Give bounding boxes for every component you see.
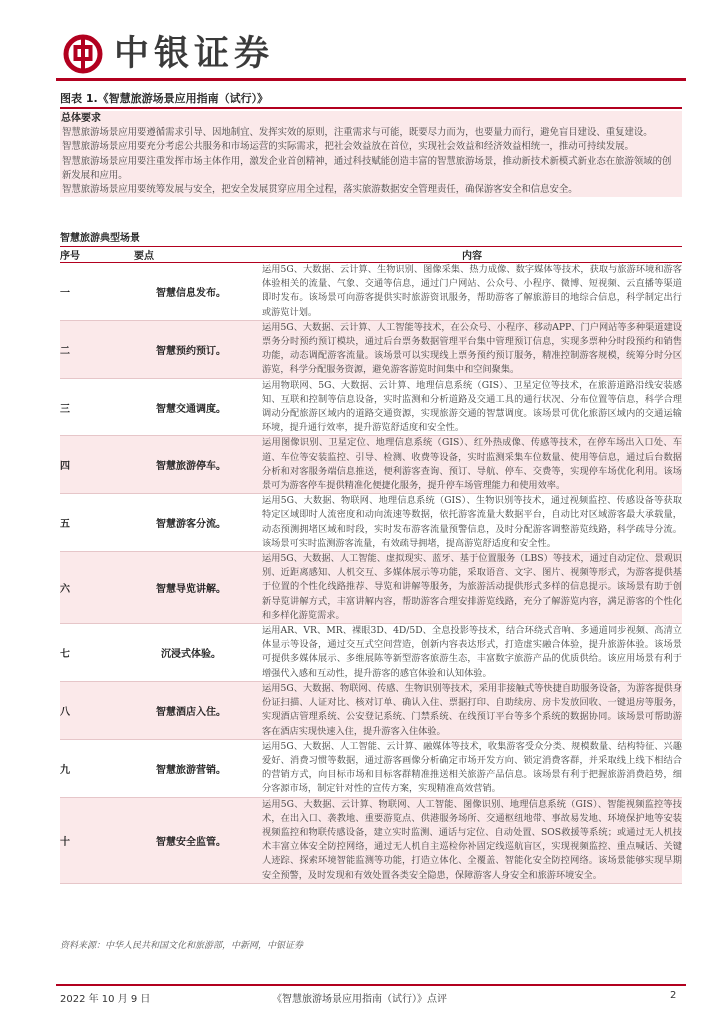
row-number: 一 <box>60 263 120 321</box>
table-row <box>60 378 682 436</box>
row-content: 运用5G、大数据、云计算、生物识别、图像采集、热力成像、数字媒体等技术，获取与旅游环境和游客体验相关的流量、气象、交通等信息，通过门户网站、公众号、小程序、微博、短视频、云直播等渠道即时发布。该场景可向游客提供实时旅游资讯服务，帮助游客了解旅游目的地综合信息，科学制定出行或游览计划。 <box>262 263 682 321</box>
requirements-section <box>60 111 682 197</box>
requirements-list <box>60 126 682 197</box>
row-point: 智慧交通调度。 <box>120 378 262 436</box>
row-point: 智慧预约预订。 <box>120 320 262 378</box>
bank-of-china-logo-icon <box>63 34 103 74</box>
requirement-item: 智慧旅游场景应用要遵循需求引导、因地制宜、发挥实效的原则，注重需求与可能，既要尽力而为，也要量力而行，避免盲目建设、重复建设。 <box>62 127 653 138</box>
table-header-row <box>60 247 682 263</box>
requirement-item: 智慧旅游场景应用要充分考虑公共服务和市场运营的实际需求，把社会效益放在首位，实现社会效益和经济效益相统一，推动可持续发展。 <box>62 141 634 153</box>
table-row <box>60 797 682 883</box>
row-point: 智慧旅游营销。 <box>120 739 262 797</box>
scenes-heading: 智慧旅游典型场景 <box>60 233 140 244</box>
header <box>56 30 688 80</box>
brand-name: 中银证券 <box>114 34 275 74</box>
header-divider <box>56 78 686 81</box>
column-header-point: 要点 <box>120 247 262 263</box>
figure-title-divider <box>60 107 682 109</box>
row-content: 运用图像识别、卫星定位、地理信息系统（GIS）、红外热成像、传感等技术，在停车场出入口处、车道、车位等安装监控、引导、检测、收费等设备，实时监测采集车位数量、使用等信息，通过后台数据分析和对客服务端信息推送，便利游客查询、预订、导航、停车、交费等，实现停车场优化利用。该场景可为游客停车提供精准化便捷化服务，提升停车场管理能力和使用效率。 <box>262 436 682 494</box>
requirements-heading: 总体要求 <box>60 111 682 126</box>
row-point: 沉浸式体验。 <box>120 624 262 682</box>
row-number: 五 <box>60 494 120 552</box>
row-content: 运用5G、大数据、物联网、地理信息系统（GIS）、生物识别等技术，通过视频监控、传感设备等获取特定区域即时人流密度和动向流速等数据，依托游客流量大数据平台，自动比对区域游客最大承载量，动态预测拥堵区域和时段，实时发布游客流量预警信息，及时分配游客调整游览线路，科学疏导分流。该场景可实时监测游客流量，有效疏导拥堵，提高游览舒适度和安全性。 <box>262 494 682 552</box>
table-row <box>60 320 682 378</box>
row-number: 七 <box>60 624 120 682</box>
table-row <box>60 552 682 624</box>
table-row <box>60 681 682 739</box>
requirement-item: 智慧旅游场景应用要统筹发展与安全，把安全发展贯穿应用全过程，落实旅游数据安全管理责任，确保游客安全和信息安全。 <box>62 184 578 196</box>
row-number: 二 <box>60 320 120 378</box>
row-content: 运用5G、大数据、人工智能、虚拟现实、蓝牙、基于位置服务（LBS）等技术，通过自动定位、景观识别、近距离感知、人机交互、多媒体展示等功能，采取语音、文字、图片、视频等形式，为游客提供基于位置的个性化线路推荐、导览和讲解等服务，为旅游活动提供形式多样的信息提示。该场景有助于创新导览讲解方式，丰富讲解内容，帮助游客合理安排游览线路，充分了解游览内容，满足游客的个性化和多样化游览需求。 <box>262 552 682 624</box>
row-number: 九 <box>60 739 120 797</box>
row-number: 六 <box>60 552 120 624</box>
row-number: 八 <box>60 681 120 739</box>
row-content: 运用5G、大数据、云计算、物联网、人工智能、图像识别、地理信息系统（GIS）、智能视频监控等技术，在出入口、袭教地、重要游览点、供港服务场所、交通枢纽地带、事故易发地、环境保护地等安装视频监控和物联传感设备，建立实时监测、通话与定位、自动处置、SOS救援等系统；或通过无人机技术丰富立体安全防控网络，通过无人机自主巡检你补固定线巡航盲区，实现视频监控、重点喊话、关键人迹踪、探索环境智能监测等功能，打造立体化、全覆盖、智能化安全防控网络。该场景能够实现早期安全预警，及时发现和有效处置各类安全隐患，保障游客人身安全和旅游环境安全。 <box>262 797 682 883</box>
row-number: 三 <box>60 378 120 436</box>
source-note: 资料来源：中华人民共和国文化和旅游部，中新网，中银证券 <box>60 941 304 951</box>
table-row <box>60 739 682 797</box>
footer-title: 《智慧旅游场景应用指南（试行）》点评 <box>272 994 447 1005</box>
column-header-no: 序号 <box>60 247 120 263</box>
row-point: 智慧信息发布。 <box>120 263 262 321</box>
row-content: 运用5G、大数据、物联网、传感、生物识别等技术，采用非接触式等快捷自助服务设备，为游客提供身份证扫描、人证对比、核对订单、确认入住、票据打印、自助续房、房卡发放回收、一键退房等服务，实现酒店管理系统、公安登记系统、门禁系统、在线预订平台等多个系统的数据协同。该场景可帮助游客在酒店实现快速入住，提升游客入住体验。 <box>262 681 682 739</box>
page-number: 2 <box>670 990 677 1001</box>
table-row <box>60 263 682 321</box>
row-point: 智慧导览讲解。 <box>120 552 262 624</box>
scenes-table <box>60 247 682 884</box>
column-header-content: 内容 <box>262 247 682 263</box>
footer-divider <box>56 984 686 986</box>
row-number: 四 <box>60 436 120 494</box>
figure-title: 图表 1.《智慧旅游场景应用指南（试行）》 <box>60 92 269 105</box>
row-content: 运用AR、VR、MR、裸眼3D、4D/5D、全息投影等技术，结合环绕式音响、多通道同步视频、高清立体显示等设备，通过交互式空间营造，创新内容表达形式，打造虚实融合体验，提升旅游体验。该场景可提供多媒体展示、多维展陈等新型游客旅游生态，丰富数字旅游产品的优质供给。该应用场景有利于增强代入感和互动性，提升游客的感官体验和认知体验。 <box>262 624 682 682</box>
row-number: 十 <box>60 797 120 883</box>
table-row <box>60 436 682 494</box>
row-content: 运用5G、大数据、云计算、人工智能等技术，在公众号、小程序、移动APP、门户网站等多种渠道建设票务分时预约预订模块，通过后台票务数据管理平台集中管理预订信息，实现多票种分时段预约和销售功能，动态调配游客流量。该场景可以实现线上票务预约预订服务，精准控制游客规模，统筹分时分区游览，科学分配服务资源，避免游客游览时间集中和空间聚集。 <box>262 320 682 378</box>
row-point: 智慧安全监管。 <box>120 797 262 883</box>
row-point: 智慧游客分流。 <box>120 494 262 552</box>
row-content: 运用物联网、5G、大数据、云计算、地理信息系统（GIS）、卫星定位等技术，在旅游道路沿线安装感知、互联和控制等信息设备，实时监测和分析道路及交通工具的通行状况、分布位置等信息，科学合理调动分配旅游区域内的道路交通资源，实现旅游交通的智慧调度。该场景可优化旅游区域内的交通运输环境，提升通行效率，提升游览舒适度和安全性。 <box>262 378 682 436</box>
table-row <box>60 494 682 552</box>
row-point: 智慧酒店入住。 <box>120 681 262 739</box>
table-row <box>60 624 682 682</box>
row-point: 智慧旅游停车。 <box>120 436 262 494</box>
requirement-item: 智慧旅游场景应用要注重发挥市场主体作用，激发企业首创精神，通过科技赋能创造丰富的智慧旅游场景，推动新技术新模式新业态在旅游领域的创新发展和应用。 <box>62 155 672 181</box>
row-content: 运用5G、大数据、人工智能、云计算、融媒体等技术，收集游客受众分类、规模数量、结构特征、兴趣爱好、消费习惯等数据，通过游客画像分析确定市场开发方向、锁定消费客群，并采取线上线下相结合的营销方式，向目标市场和目标客群精准推送相关旅游产品信息。该场景有利于把握旅游消费趋势，细分客源市场，制定针对性的宣传方案，实现精准高效营销。 <box>262 739 682 797</box>
footer-date: 2022 年 10 月 9 日 <box>60 994 151 1005</box>
